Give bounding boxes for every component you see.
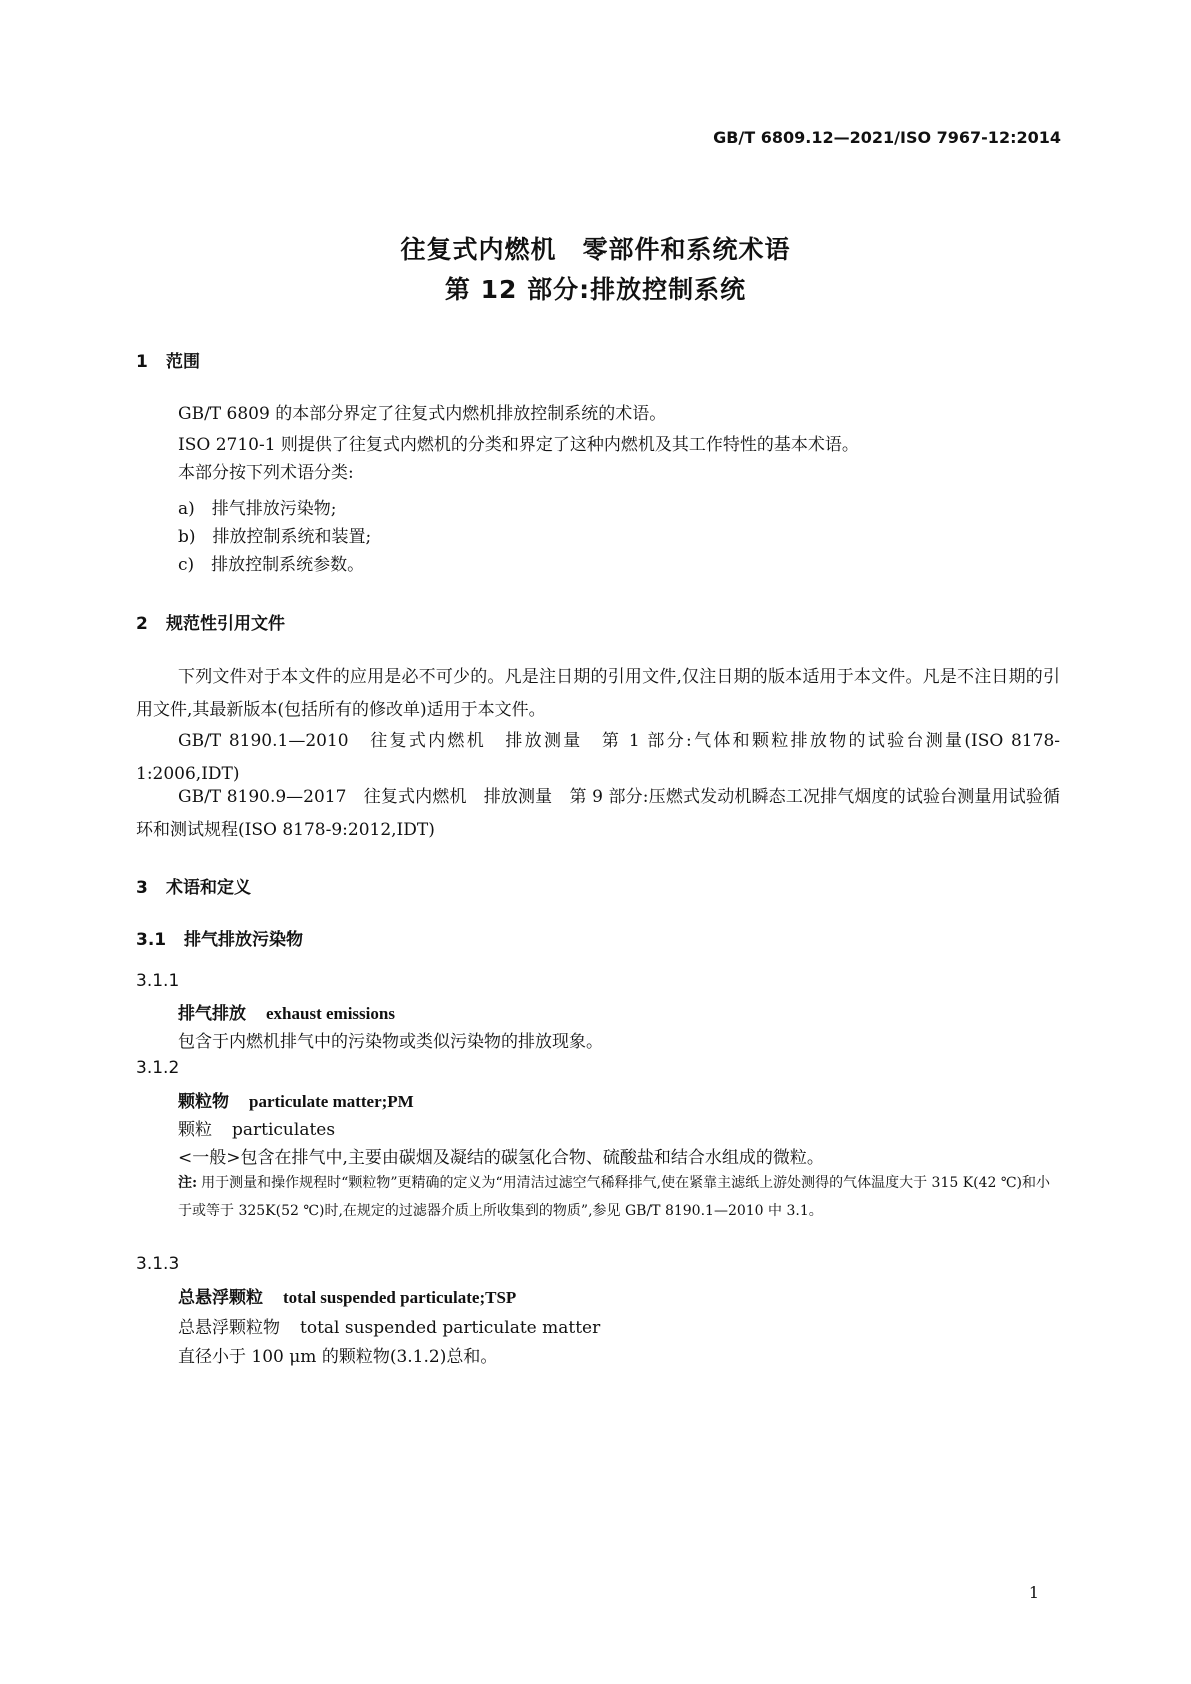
admitted-term <box>178 1313 600 1338</box>
scope-paragraph-3: 本部分按下列术语分类: <box>178 463 354 483</box>
section-2-heading <box>136 609 285 634</box>
term-heading <box>178 999 395 1024</box>
term-en: particulate matter;PM <box>249 1092 414 1111</box>
subsection-title: 排气排放污染物 <box>184 930 303 950</box>
document-title-line2: 第 12 部分:排放控制系统 <box>444 275 747 304</box>
list-item: a) 排气排放污染物; <box>178 499 337 519</box>
term-en: exhaust emissions <box>266 1004 395 1023</box>
standard-code: GB/T 6809.12—2021/ISO 7967-12:2014 <box>713 128 1061 147</box>
scope-paragraph-2: ISO 2710-1 则提供了往复式内燃机的分类和界定了这种内燃机及其工作特性的基本术语。 <box>178 435 859 455</box>
term-zh: 总悬浮颗粒 <box>178 1288 263 1308</box>
section-number: 1 <box>136 352 148 372</box>
term-number: 3.1.2 <box>136 1058 180 1078</box>
term-note <box>178 1169 1060 1225</box>
list-item: c) 排放控制系统参数。 <box>178 555 365 575</box>
scope-paragraph-1: GB/T 6809 的本部分界定了往复式内燃机排放控制系统的术语。 <box>178 404 667 424</box>
reference-entry: GB/T 8190.9—2017 往复式内燃机 排放测量 第 9 部分:压燃式发动机瞬态工况排气烟度的试验台测量用试验循环和测试规程(ISO 8178-9:2012,IDT) <box>136 787 1060 840</box>
term-heading <box>178 1283 516 1308</box>
term-number: 3.1.3 <box>136 1254 180 1274</box>
section-title: 规范性引用文件 <box>166 614 285 634</box>
list-item: b) 排放控制系统和装置; <box>178 527 372 547</box>
subsection-number: 3.1 <box>136 930 167 950</box>
references-intro-paragraph: 下列文件对于本文件的应用是必不可少的。凡是注日期的引用文件,仅注日期的版本适用于本文件。凡是不注日期的引用文件,其最新版本(包括所有的修改单)适用于本文件。 <box>136 667 1060 720</box>
page-number: 1 <box>1028 1583 1039 1602</box>
section-3-heading <box>136 873 251 898</box>
document-title-line1: 往复式内燃机 零部件和系统术语 <box>400 235 791 264</box>
term-number: 3.1.1 <box>136 971 180 991</box>
reference-entry: GB/T 8190.1—2010 往复式内燃机 排放测量 第 1 部分:气体和颗粒排放物的试验台测量(ISO 8178-1:2006,IDT) <box>136 731 1060 784</box>
section-number: 2 <box>136 614 148 634</box>
term-heading <box>178 1087 414 1112</box>
term-en: total suspended particulate;TSP <box>283 1288 517 1307</box>
admitted-term <box>178 1115 335 1140</box>
subsection-3-1-heading <box>136 925 303 950</box>
admitted-term-en: total suspended particulate matter <box>300 1318 601 1338</box>
section-title: 术语和定义 <box>166 878 251 898</box>
section-1-heading <box>136 347 200 372</box>
term-definition: 直径小于 100 μm 的颗粒物(3.1.2)总和。 <box>178 1347 498 1367</box>
note-label: 注: <box>178 1175 198 1191</box>
section-title: 范围 <box>166 352 200 372</box>
admitted-term-en: particulates <box>232 1120 336 1140</box>
term-definition: 包含于内燃机排气中的污染物或类似污染物的排放现象。 <box>178 1032 603 1052</box>
term-definition: <一般>包含在排气中,主要由碳烟及凝结的碳氢化合物、硫酸盐和结合水组成的微粒。 <box>178 1148 824 1168</box>
admitted-term-zh: 颗粒 <box>178 1120 212 1140</box>
section-number: 3 <box>136 878 148 898</box>
note-text: 用于测量和操作规程时“颗粒物”更精确的定义为“用清洁过滤空气稀释排气,使在紧靠主滤纸上游处测得的气体温度大于 315 K(42 ℃)和小于或等于 325K(52 ℃)时,在规定的过滤器介质上所收集到的物质”,参见 GB/T 8190.1—2010 中 3.1。 <box>178 1175 1051 1219</box>
admitted-term-zh: 总悬浮颗粒物 <box>178 1318 280 1338</box>
term-zh: 排气排放 <box>178 1004 246 1024</box>
term-zh: 颗粒物 <box>178 1092 229 1112</box>
